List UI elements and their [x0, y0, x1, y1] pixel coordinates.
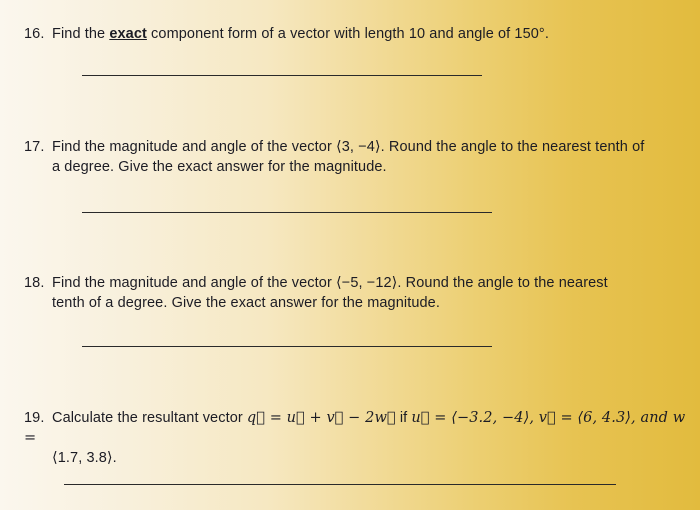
- question-if: if: [395, 410, 412, 426]
- question-line-2: a degree. Give the exact answer for the magnitude.: [52, 159, 387, 175]
- question-text-pre: Find the: [52, 26, 110, 42]
- vector-definitions: u⃗ = ⟨−3.2, −4⟩, v⃗ = ⟨6, 4.3⟩, and w =: [24, 410, 686, 446]
- question-line-1: Find the magnitude and angle of the vector ⟨3, −4⟩. Round the angle to the nearest tenth of: [52, 139, 645, 155]
- question-number: 18.: [24, 275, 45, 291]
- question-number: 19.: [24, 410, 45, 426]
- question-emphasis: exact: [109, 26, 147, 42]
- question-text-post: component form of a vector with length 10 and angle of 150°.: [146, 26, 549, 42]
- question-line-1: Find the magnitude and angle of the vector ⟨−5, −12⟩. Round the angle to the nearest: [52, 275, 608, 291]
- question-line-2: ⟨1.7, 3.8⟩.: [52, 450, 117, 466]
- resultant-equation: q⃗ = u⃗ + v⃗ − 2w⃗: [246, 410, 396, 426]
- answer-line-17[interactable]: [82, 212, 492, 213]
- answer-line-16[interactable]: [82, 75, 482, 76]
- question-18: [24, 273, 608, 313]
- question-line-2: tenth of a degree. Give the exact answer for the magnitude.: [52, 295, 440, 311]
- answer-line-18[interactable]: [82, 346, 492, 347]
- question-number: 16.: [24, 26, 45, 42]
- question-16: [24, 24, 549, 44]
- question-17: [24, 137, 644, 177]
- question-line-1-text: Calculate the resultant vector: [52, 410, 247, 426]
- question-19: [24, 408, 700, 468]
- question-number: 17.: [24, 139, 45, 155]
- answer-line-19[interactable]: [64, 484, 616, 485]
